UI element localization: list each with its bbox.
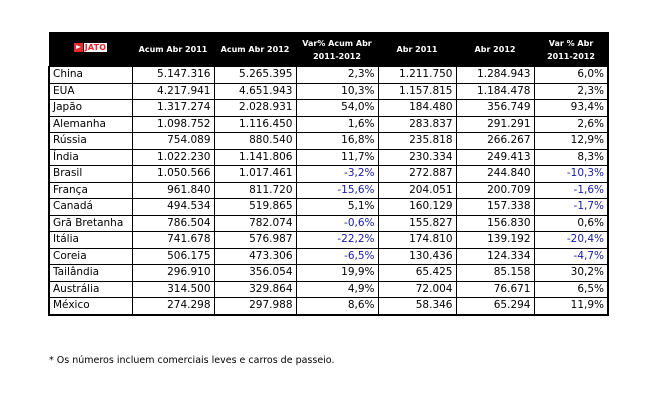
header-row [49, 33, 608, 67]
acum2012-cell: 2.028.931 [214, 100, 296, 117]
abr2011-cell: 272.887 [378, 166, 456, 183]
acum2011-cell: 494.534 [132, 199, 214, 216]
abr2011-cell: 160.129 [378, 199, 456, 216]
country-cell: Japão [49, 100, 132, 117]
acum2011-cell: 1.098.752 [132, 116, 214, 133]
column-header: Var% Acum Abr 2011-2012 [296, 33, 378, 67]
abr2012-cell: 266.267 [456, 133, 534, 150]
var-abr-cell: 11,9% [534, 298, 608, 315]
var-acum-cell: 4,9% [296, 281, 378, 298]
acum2012-cell: 1.141.806 [214, 149, 296, 166]
table-row [49, 281, 608, 298]
var-abr-cell: -20,4% [534, 232, 608, 249]
acum2012-cell: 811.720 [214, 182, 296, 199]
acum2011-cell: 274.298 [132, 298, 214, 315]
country-cell: Rússia [49, 133, 132, 150]
table-row [49, 232, 608, 249]
sales-table [48, 32, 609, 316]
abr2011-cell: 1.157.815 [378, 83, 456, 100]
country-cell: Índia [49, 149, 132, 166]
var-abr-cell: 12,9% [534, 133, 608, 150]
abr2012-cell: 1.284.943 [456, 67, 534, 84]
country-cell: México [49, 298, 132, 315]
acum2012-cell: 5.265.395 [214, 67, 296, 84]
abr2011-cell: 174.810 [378, 232, 456, 249]
var-abr-cell: 93,4% [534, 100, 608, 117]
column-header: Acum Abr 2012 [214, 33, 296, 67]
abr2012-cell: 156.830 [456, 215, 534, 232]
country-cell: Canadá [49, 199, 132, 216]
jato-arrow-icon [74, 43, 83, 52]
footnote: * Os números incluem comerciais leves e carros de passeio. [49, 355, 335, 366]
country-cell: Austrália [49, 281, 132, 298]
var-abr-cell: 2,6% [534, 116, 608, 133]
abr2011-cell: 1.211.750 [378, 67, 456, 84]
table-row [49, 100, 608, 117]
table-row [49, 67, 608, 84]
acum2012-cell: 356.054 [214, 265, 296, 282]
var-acum-cell: -3,2% [296, 166, 378, 183]
var-abr-cell: 0,6% [534, 215, 608, 232]
var-acum-cell: -6,5% [296, 248, 378, 265]
table-row [49, 166, 608, 183]
acum2011-cell: 741.678 [132, 232, 214, 249]
abr2011-cell: 235.818 [378, 133, 456, 150]
abr2011-cell: 230.334 [378, 149, 456, 166]
abr2012-cell: 200.709 [456, 182, 534, 199]
country-cell: Brasil [49, 166, 132, 183]
var-abr-cell: 30,2% [534, 265, 608, 282]
acum2012-cell: 880.540 [214, 133, 296, 150]
acum2012-cell: 1.017.461 [214, 166, 296, 183]
abr2012-cell: 249.413 [456, 149, 534, 166]
var-acum-cell: -15,6% [296, 182, 378, 199]
abr2011-cell: 155.827 [378, 215, 456, 232]
logo-cell [49, 33, 132, 67]
table-row [49, 265, 608, 282]
abr2011-cell: 204.051 [378, 182, 456, 199]
jato-logo [74, 43, 108, 52]
acum2011-cell: 961.840 [132, 182, 214, 199]
abr2012-cell: 124.334 [456, 248, 534, 265]
var-abr-cell: -4,7% [534, 248, 608, 265]
table-row [49, 83, 608, 100]
abr2011-cell: 130.436 [378, 248, 456, 265]
var-abr-cell: -10,3% [534, 166, 608, 183]
var-acum-cell: -22,2% [296, 232, 378, 249]
acum2012-cell: 519.865 [214, 199, 296, 216]
acum2012-cell: 1.116.450 [214, 116, 296, 133]
table-row [49, 215, 608, 232]
var-acum-cell: 5,1% [296, 199, 378, 216]
var-acum-cell: 2,3% [296, 67, 378, 84]
acum2012-cell: 297.988 [214, 298, 296, 315]
country-cell: Grã Bretanha [49, 215, 132, 232]
var-acum-cell: 10,3% [296, 83, 378, 100]
acum2012-cell: 576.987 [214, 232, 296, 249]
acum2012-cell: 4.651.943 [214, 83, 296, 100]
var-acum-cell: 16,8% [296, 133, 378, 150]
table-row [49, 116, 608, 133]
var-acum-cell: 54,0% [296, 100, 378, 117]
country-cell: Alemanha [49, 116, 132, 133]
var-acum-cell: 8,6% [296, 298, 378, 315]
var-abr-cell: 6,5% [534, 281, 608, 298]
country-cell: EUA [49, 83, 132, 100]
abr2011-cell: 72.004 [378, 281, 456, 298]
acum2012-cell: 782.074 [214, 215, 296, 232]
var-acum-cell: 1,6% [296, 116, 378, 133]
table-row [49, 199, 608, 216]
var-abr-cell: 8,3% [534, 149, 608, 166]
abr2012-cell: 244.840 [456, 166, 534, 183]
abr2012-cell: 85.158 [456, 265, 534, 282]
acum2011-cell: 5.147.316 [132, 67, 214, 84]
abr2011-cell: 283.837 [378, 116, 456, 133]
country-cell: Tailândia [49, 265, 132, 282]
acum2011-cell: 314.500 [132, 281, 214, 298]
country-cell: China [49, 67, 132, 84]
abr2011-cell: 58.346 [378, 298, 456, 315]
abr2012-cell: 356.749 [456, 100, 534, 117]
acum2011-cell: 1.317.274 [132, 100, 214, 117]
abr2012-cell: 157.338 [456, 199, 534, 216]
acum2011-cell: 4.217.941 [132, 83, 214, 100]
acum2011-cell: 1.022.230 [132, 149, 214, 166]
acum2011-cell: 1.050.566 [132, 166, 214, 183]
country-cell: Itália [49, 232, 132, 249]
acum2011-cell: 506.175 [132, 248, 214, 265]
acum2011-cell: 296.910 [132, 265, 214, 282]
country-cell: Coreia [49, 248, 132, 265]
abr2011-cell: 184.480 [378, 100, 456, 117]
abr2012-cell: 65.294 [456, 298, 534, 315]
acum2011-cell: 786.504 [132, 215, 214, 232]
column-header: Abr 2012 [456, 33, 534, 67]
table-row [49, 133, 608, 150]
table-row [49, 149, 608, 166]
abr2012-cell: 1.184.478 [456, 83, 534, 100]
var-abr-cell: -1,7% [534, 199, 608, 216]
abr2012-cell: 76.671 [456, 281, 534, 298]
column-header: Acum Abr 2011 [132, 33, 214, 67]
acum2012-cell: 473.306 [214, 248, 296, 265]
acum2012-cell: 329.864 [214, 281, 296, 298]
abr2012-cell: 139.192 [456, 232, 534, 249]
logo-text: JATO [84, 43, 107, 52]
var-acum-cell: 11,7% [296, 149, 378, 166]
table-row [49, 248, 608, 265]
abr2012-cell: 291.291 [456, 116, 534, 133]
column-header: Abr 2011 [378, 33, 456, 67]
country-cell: França [49, 182, 132, 199]
abr2011-cell: 65.425 [378, 265, 456, 282]
var-abr-cell: 2,3% [534, 83, 608, 100]
acum2011-cell: 754.089 [132, 133, 214, 150]
var-abr-cell: -1,6% [534, 182, 608, 199]
table-row [49, 182, 608, 199]
var-abr-cell: 6,0% [534, 67, 608, 84]
column-header: Var % Abr 2011-2012 [534, 33, 608, 67]
var-acum-cell: -0,6% [296, 215, 378, 232]
table-row [49, 298, 608, 315]
var-acum-cell: 19,9% [296, 265, 378, 282]
